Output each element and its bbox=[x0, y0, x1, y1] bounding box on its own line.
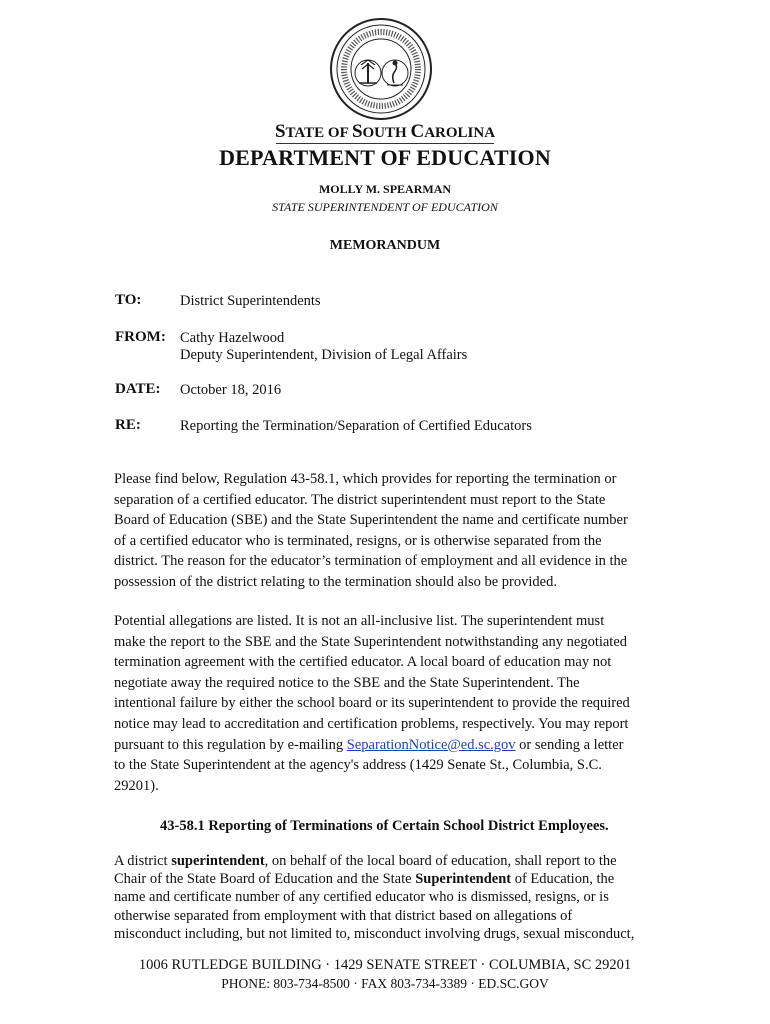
text-line: name and certificate number of any certified educator who is dismissed, resigns, or is bbox=[114, 889, 609, 906]
footer-contact: PHONE: 803-734-8500 · FAX 803-734-3389 · ED.SC.GOV bbox=[221, 976, 549, 991]
text-line: make the report to the SBE and the State Superintendent notwithstanding any negotiated bbox=[114, 633, 628, 650]
text-line: Potential allegations are listed. It is not an all-inclusive list. The superintendent must bbox=[114, 613, 605, 629]
text-line: notice may lead to accreditation and certification problems, respectively. You may report bbox=[114, 715, 629, 732]
date-label: DATE: bbox=[115, 381, 161, 397]
paragraph-3 bbox=[114, 852, 634, 943]
regulation-heading: 43-58.1 Reporting of Terminations of Certain School District Employees. bbox=[160, 818, 609, 834]
department-name: DEPARTMENT OF EDUCATION bbox=[219, 145, 551, 170]
paragraph-2 bbox=[114, 611, 659, 796]
text-line: negotiate away the required notice to the SBE and the State Superintendent. The bbox=[114, 674, 580, 691]
from-name: Cathy Hazelwood bbox=[180, 330, 285, 346]
text-line: otherwise separated from employment with that district based on allegations of bbox=[114, 907, 573, 924]
text-line: possession of the district relating to the termination should also be provided. bbox=[114, 573, 557, 590]
re-value: Reporting the Termination/Separation of Certified Educators bbox=[180, 418, 532, 434]
text-line: intentional failure by either the school board or its superintendent to provide the required bbox=[114, 695, 630, 712]
separation-notice-email-link[interactable]: SeparationNotice@ed.sc.gov bbox=[346, 736, 516, 753]
date-value: October 18, 2016 bbox=[180, 382, 282, 398]
state-name: STATE OF SOUTH CAROLINA bbox=[274, 121, 496, 142]
text-line: Please find below, Regulation 43-58.1, which provides for reporting the termination or bbox=[114, 471, 617, 487]
text-line: misconduct including, but not limited to, misconduct involving drugs, sexual misconduct, bbox=[114, 925, 635, 942]
re-label: RE: bbox=[115, 417, 141, 433]
text-line: separation of a certified educator. The district superintendent must report to the State bbox=[114, 491, 606, 508]
to-label: TO: bbox=[115, 292, 142, 308]
south-carolina-state-seal-icon bbox=[329, 17, 433, 121]
text-line: A district superintendent, on behalf of the local board of education, shall report to the bbox=[114, 853, 617, 869]
text-line: district. The reason for the educator’s termination of employment and all evidence in the bbox=[114, 553, 628, 570]
text-line: 29201). bbox=[114, 777, 159, 794]
text-line: Board of Education (SBE) and the State Superintendent the name and certificate number bbox=[114, 512, 628, 529]
superintendent-name: MOLLY M. SPEARMAN bbox=[318, 182, 452, 196]
from-title: Deputy Superintendent, Division of Legal Affairs bbox=[180, 347, 468, 363]
footer-address: 1006 RUTLEDGE BUILDING · 1429 SENATE STREET · COLUMBIA, SC 29201 bbox=[138, 957, 632, 973]
letterhead-divider bbox=[276, 143, 494, 144]
text-line: to the State Superintendent at the agency's address (1429 Senate St., Columbia, S.C. bbox=[114, 757, 602, 774]
from-label: FROM: bbox=[115, 329, 166, 345]
text-line: termination agreement with the certified educator. A local board of education may not bbox=[114, 654, 612, 671]
text-line: of a certified educator who is terminated, resigns, or is otherwise separated from the bbox=[114, 532, 602, 549]
to-value: District Superintendents bbox=[180, 293, 321, 309]
text-line: Chair of the State Board of Education and the State Superintendent of Education, the bbox=[114, 871, 615, 888]
paragraph-1 bbox=[114, 469, 659, 593]
memo-heading: MEMORANDUM bbox=[329, 238, 441, 253]
superintendent-title: STATE SUPERINTENDENT OF EDUCATION bbox=[272, 200, 498, 214]
text-line: pursuant to this regulation by e-mailing SeparationNotice@ed.sc.gov or sending a letter bbox=[114, 736, 624, 753]
